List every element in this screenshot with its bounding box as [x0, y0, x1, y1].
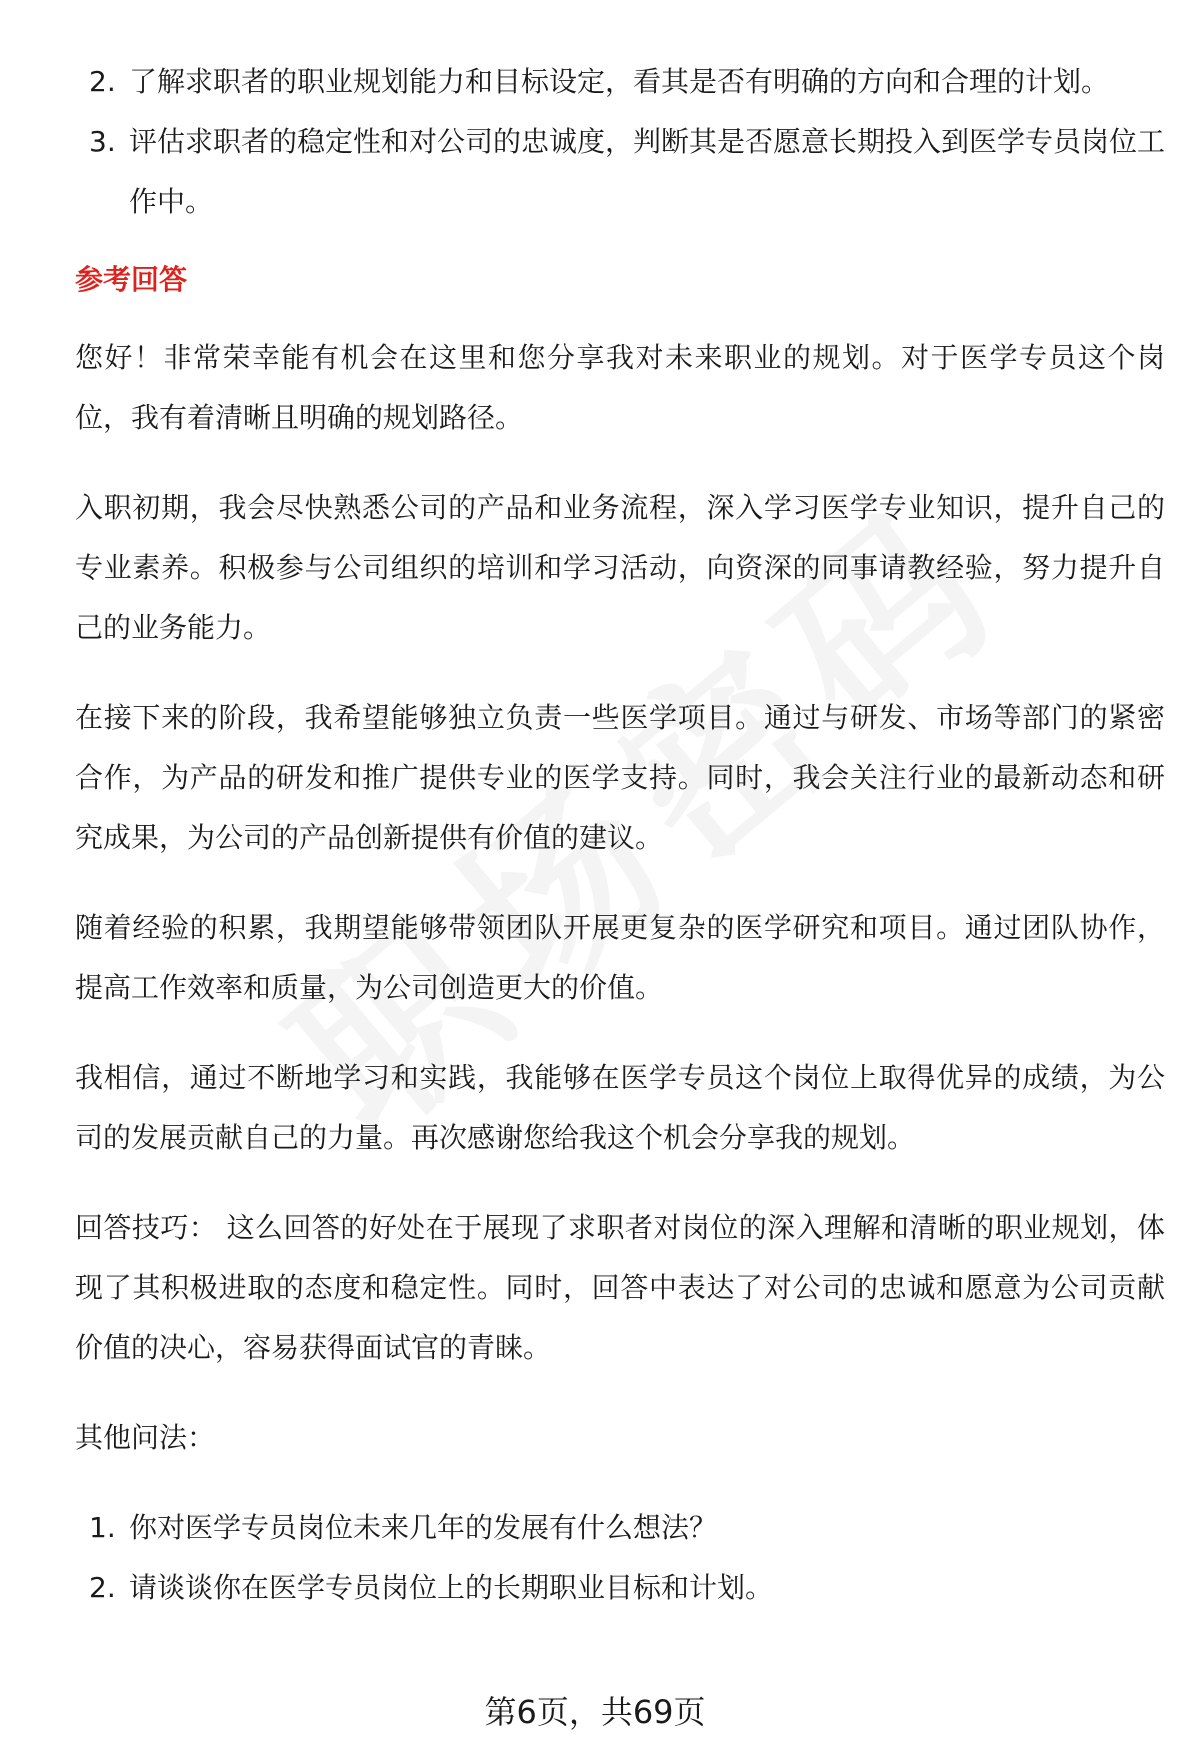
other-questions-heading: 其他问法： — [75, 1421, 216, 1454]
other-questions-list — [75, 1498, 1165, 1618]
paragraph: 我相信，通过不断地学习和实践，我能够在医学专员这个岗位上取得优异的成绩，为公司的发展贡献自己的力量。再次感谢您给我这个机会分享我的规划。 — [75, 1061, 1165, 1154]
list-item-number: 1. — [89, 1511, 116, 1544]
list-item — [75, 1558, 1165, 1618]
page-footer: 第6页，共69页 — [484, 1693, 706, 1731]
paragraph: 入职初期，我会尽快熟悉公司的产品和业务流程，深入学习医学专业知识，提升自己的专业素养。积极参与公司组织的培训和学习活动，向资深的同事请教经验，努力提升自己的业务能力。 — [75, 491, 1165, 644]
paragraph: 您好！非常荣幸能有机会在这里和您分享我对未来职业的规划。对于医学专员这个岗位，我有着清晰且明确的规划路径。 — [75, 341, 1165, 434]
list-item-number: 3. — [89, 125, 116, 158]
page-content — [75, 52, 1165, 1618]
list-item-number: 2. — [89, 65, 116, 98]
answer-tips-paragraph: 回答技巧： 这么回答的好处在于展现了求职者对岗位的深入理解和清晰的职业规划，体现了其积极进取的态度和稳定性。同时，回答中表达了对公司的忠诚和愿意为公司贡献价值的决心，容易获得面试官的青睐。 — [75, 1211, 1165, 1364]
list-item-text: 你对医学专员岗位未来几年的发展有什么想法？ — [129, 1511, 718, 1544]
list-item — [75, 1498, 1165, 1558]
section-title: 参考回答 — [75, 263, 188, 296]
list-item-number: 2. — [89, 1571, 116, 1604]
top-numbered-list — [75, 52, 1165, 232]
list-item — [75, 52, 1165, 112]
list-item — [75, 112, 1165, 232]
list-item-text: 了解求职者的职业规划能力和目标设定，看其是否有明确的方向和合理的计划。 — [129, 65, 1110, 98]
paragraph: 在接下来的阶段，我希望能够独立负责一些医学项目。通过与研发、市场等部门的紧密合作，为产品的研发和推广提供专业的医学支持。同时，我会关注行业的最新动态和研究成果，为公司的产品创新提供有价值的建议。 — [75, 701, 1165, 854]
paragraph: 随着经验的积累，我期望能够带领团队开展更复杂的医学研究和项目。通过团队协作，提高工作效率和质量，为公司创造更大的价值。 — [75, 911, 1165, 1004]
list-item-text: 请谈谈你在医学专员岗位上的长期职业目标和计划。 — [129, 1571, 774, 1604]
list-item-text: 评估求职者的稳定性和对公司的忠诚度，判断其是否愿意长期投入到医学专员岗位工作中。 — [129, 125, 1166, 218]
